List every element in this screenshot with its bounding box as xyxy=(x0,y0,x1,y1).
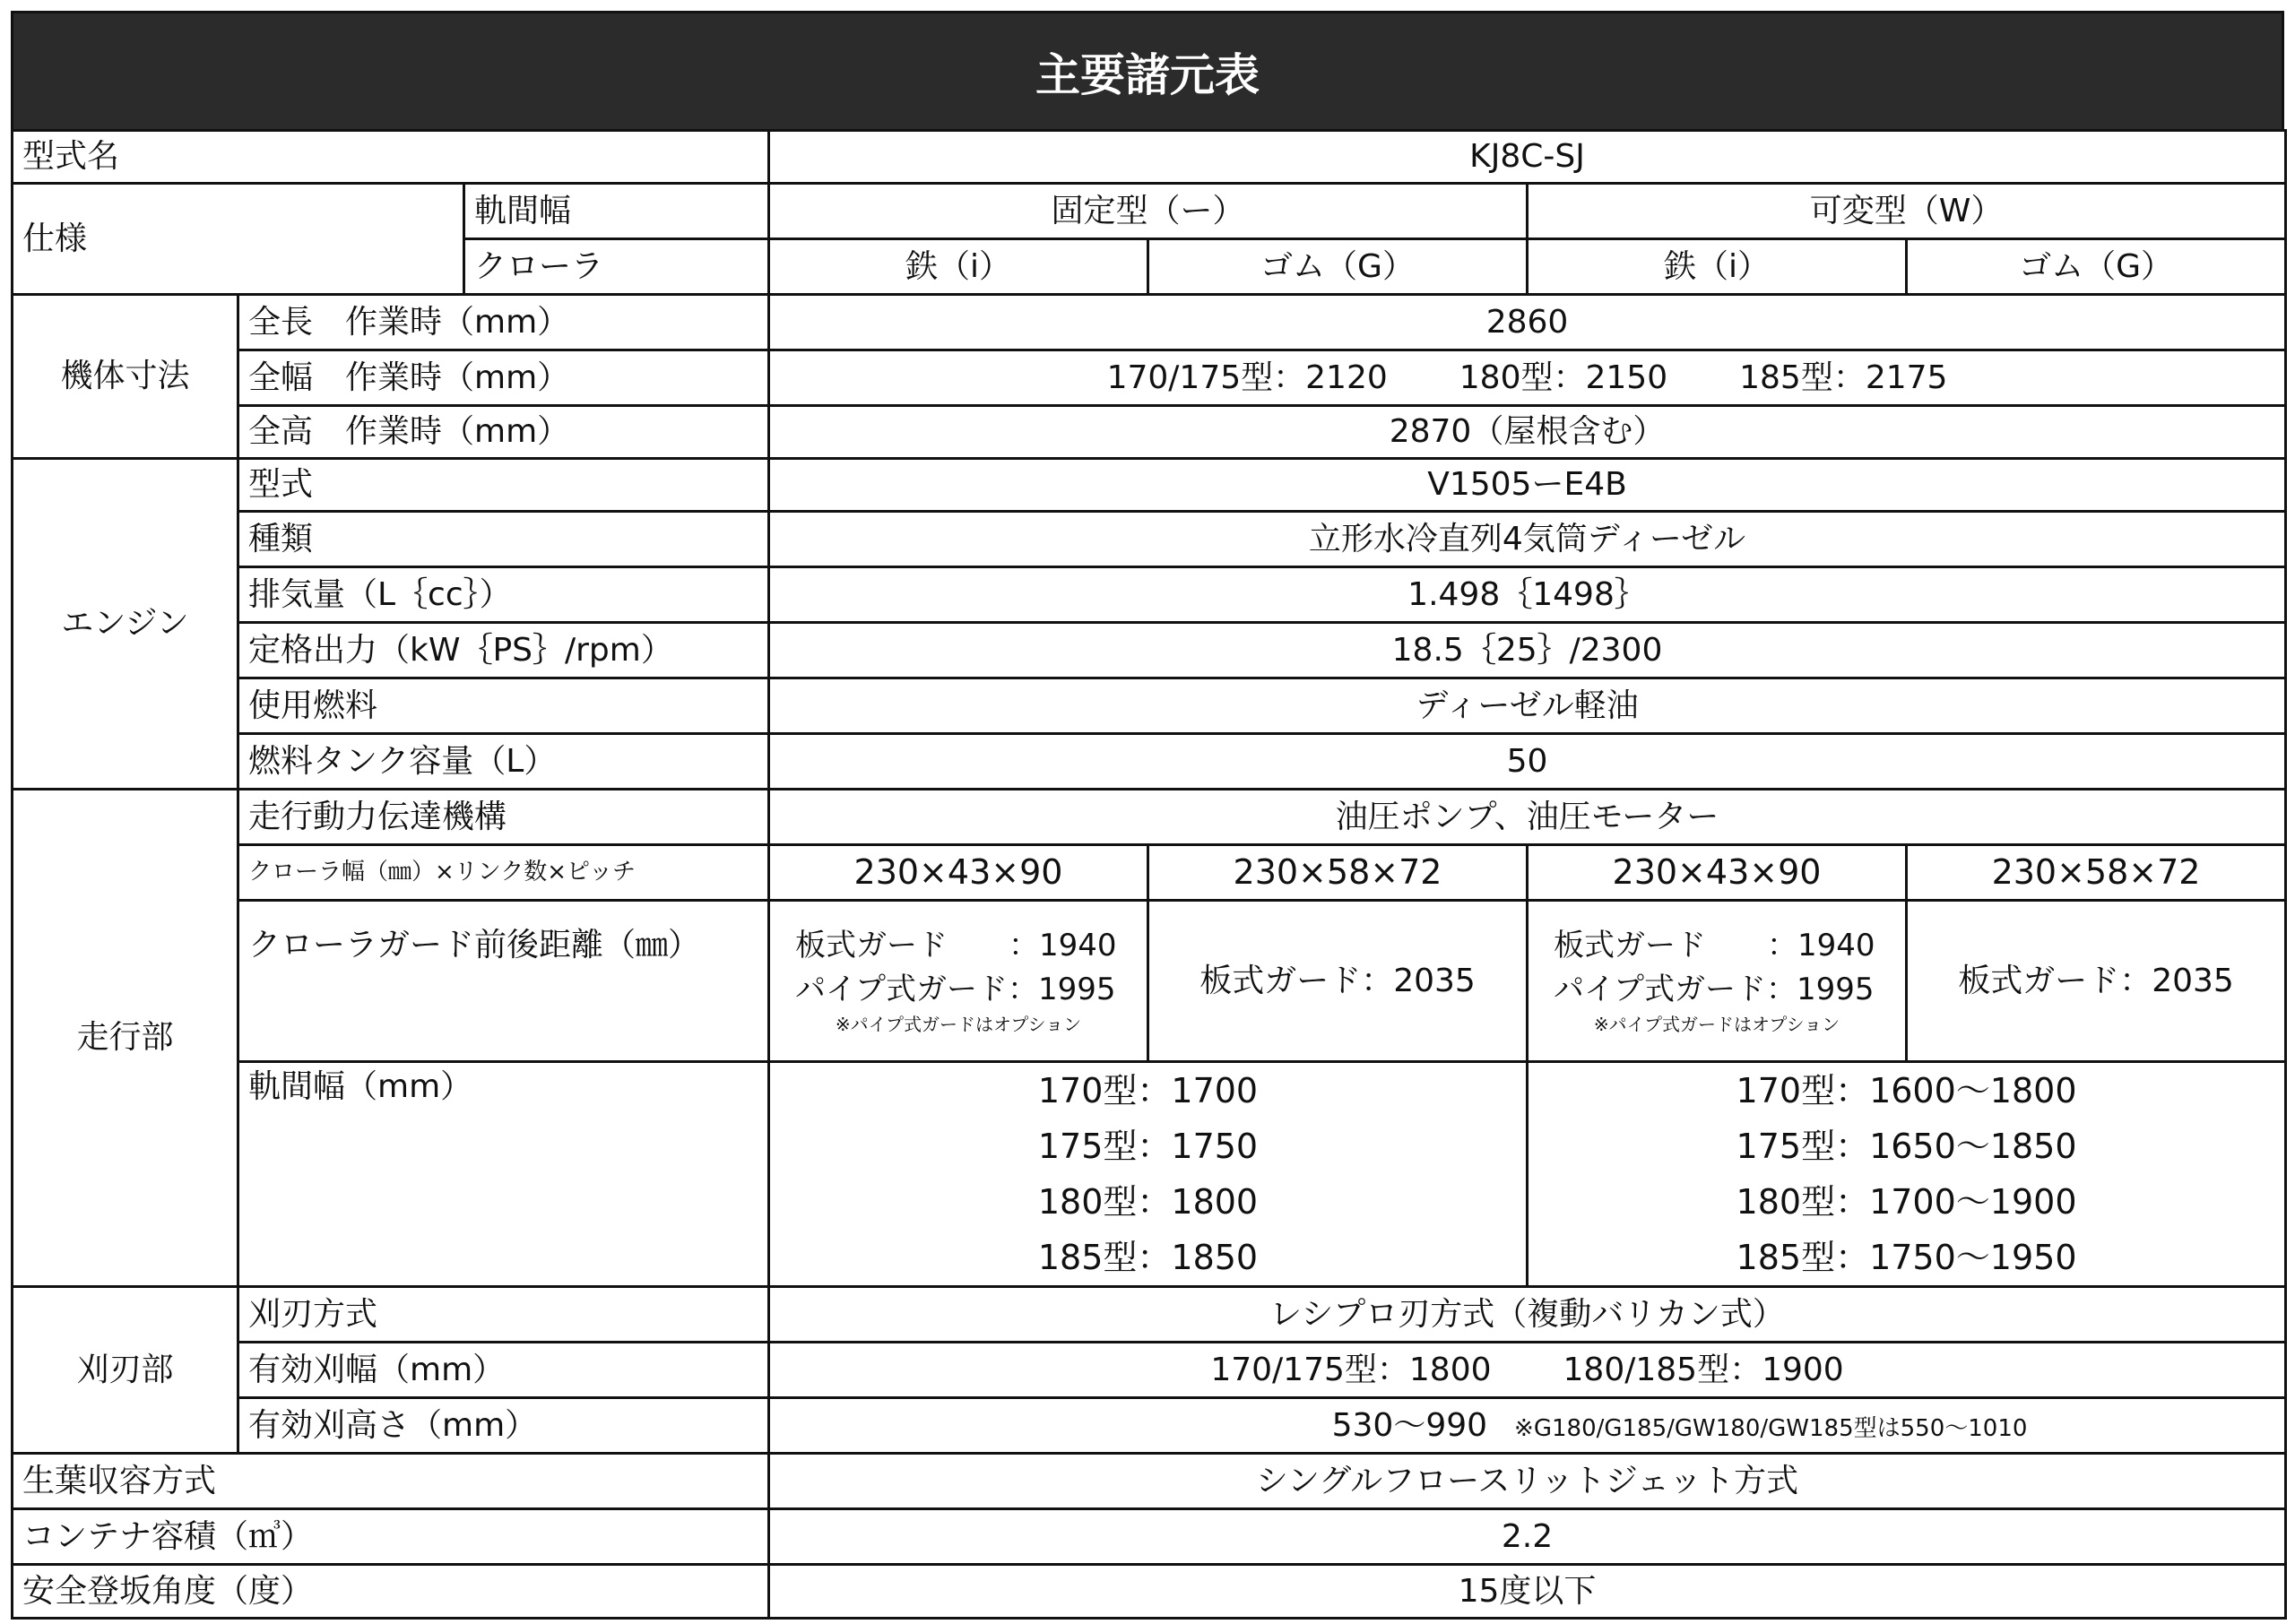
height-value: 2870（屋根含む） xyxy=(769,406,2286,459)
guard-pipe-line: パイプ式ガード：1995 xyxy=(1554,972,1875,1007)
displacement-label: 排気量（L｛cc｝） xyxy=(238,567,769,623)
length-label: 全長 作業時（mm） xyxy=(238,295,769,350)
guard-option-note: ※パイプ式ガードはオプション xyxy=(835,1014,1082,1036)
guard-fixed-rubber: 板式ガード：2035 xyxy=(1148,901,1528,1062)
spec-label: 仕様 xyxy=(13,184,464,295)
guard-option-note: ※パイプ式ガードはオプション xyxy=(1593,1014,1840,1036)
spec-table xyxy=(11,129,2287,1620)
crawler-size-variable-iron: 230×43×90 xyxy=(1528,845,1907,901)
fixed-iron-header: 鉄（i） xyxy=(769,239,1148,295)
crawler-size-fixed-iron: 230×43×90 xyxy=(769,845,1148,901)
cutter-method-label: 刈刃方式 xyxy=(238,1287,769,1343)
variable-iron-header: 鉄（i） xyxy=(1528,239,1907,295)
engine-model-value: V1505ーE4B xyxy=(769,459,2286,512)
width-value xyxy=(769,350,2286,406)
variable-type-header: 可変型（W） xyxy=(1528,184,2286,239)
height-label: 全高 作業時（mm） xyxy=(238,406,769,459)
engine-type-label: 種類 xyxy=(238,512,769,567)
track-gauge-variable xyxy=(1528,1062,2286,1287)
fuel-label: 使用燃料 xyxy=(238,678,769,734)
rated-output-label: 定格出力（kW｛PS｝/rpm） xyxy=(238,623,769,678)
displacement-value: 1.498｛1498｝ xyxy=(769,567,2286,623)
crawler-size-fixed-rubber: 230×58×72 xyxy=(1148,845,1528,901)
width-label: 全幅 作業時（mm） xyxy=(238,350,769,406)
track-gauge-fixed-170: 170型：1700 xyxy=(1037,1071,1259,1110)
cutting-height-label: 有効刈高さ（mm） xyxy=(238,1398,769,1454)
transmission-label: 走行動力伝達機構 xyxy=(238,790,769,845)
fuel-tank-value: 50 xyxy=(769,734,2286,790)
collection-label: 生葉収容方式 xyxy=(13,1454,769,1509)
rated-output-value: 18.5｛25｝/2300 xyxy=(769,623,2286,678)
travel-category: 走行部 xyxy=(13,790,238,1287)
track-gauge-variable-175: 175型：1650～1850 xyxy=(1736,1127,2077,1166)
cutting-height-note: ※G180/G185/GW180/GW185型は550～1010 xyxy=(1514,1414,2028,1442)
cutting-width-value xyxy=(769,1343,2286,1398)
fuel-value: ディーゼル軽油 xyxy=(769,678,2286,734)
model-value: KJ8C-SJ xyxy=(769,131,2286,184)
fixed-rubber-header: ゴム（G） xyxy=(1148,239,1528,295)
container-label: コンテナ容積（㎥） xyxy=(13,1509,769,1565)
width-part-170-175: 170/175型：2120 xyxy=(1106,358,1388,396)
guard-variable-rubber: 板式ガード：2035 xyxy=(1907,901,2286,1062)
container-value: 2.2 xyxy=(769,1509,2286,1565)
cutting-height-value xyxy=(769,1398,2286,1454)
fixed-type-header: 固定型（ー） xyxy=(769,184,1528,239)
track-gauge-fixed-175: 175型：1750 xyxy=(1037,1127,1259,1166)
gauge-label: 軌間幅 xyxy=(464,184,769,239)
track-gauge-variable-170: 170型：1600～1800 xyxy=(1736,1071,2077,1110)
cutting-width-180-185: 180/185型：1900 xyxy=(1563,1351,1844,1388)
collection-value: シングルフロースリットジェット方式 xyxy=(769,1454,2286,1509)
guard-label: クローラガード前後距離（㎜） xyxy=(238,901,769,1062)
spec-sheet xyxy=(11,11,2284,1620)
guard-variable-iron xyxy=(1528,901,1907,1062)
track-gauge-fixed-185: 185型：1850 xyxy=(1037,1238,1259,1277)
cutter-method-value: レシプロ刃方式（複動バリカン式） xyxy=(769,1287,2286,1343)
crawler-size-variable-rubber: 230×58×72 xyxy=(1907,845,2286,901)
page-title: 主要諸元表 xyxy=(11,11,2284,129)
width-part-185: 185型：2175 xyxy=(1739,358,1948,396)
track-gauge-fixed xyxy=(769,1062,1528,1287)
width-part-180: 180型：2150 xyxy=(1459,358,1668,396)
transmission-value: 油圧ポンプ、油圧モーター xyxy=(769,790,2286,845)
cutting-width-170-175: 170/175型：1800 xyxy=(1210,1351,1492,1388)
track-gauge-fixed-180: 180型：1800 xyxy=(1037,1182,1259,1222)
cutting-width-label: 有効刈幅（mm） xyxy=(238,1343,769,1398)
guard-pipe-line: パイプ式ガード：1995 xyxy=(795,972,1116,1007)
crawler-size-label: クローラ幅（㎜）×リンク数×ピッチ xyxy=(238,845,769,901)
track-gauge-label: 軌間幅（mm） xyxy=(238,1062,769,1287)
cutter-category: 刈刃部 xyxy=(13,1287,238,1454)
crawler-label: クローラ xyxy=(464,239,769,295)
engine-category: エンジン xyxy=(13,459,238,790)
fuel-tank-label: 燃料タンク容量（L） xyxy=(238,734,769,790)
track-gauge-variable-180: 180型：1700～1900 xyxy=(1736,1182,2077,1222)
guard-plate-line: 板式ガード ：1940 xyxy=(1554,927,1875,963)
length-value: 2860 xyxy=(769,295,2286,350)
slope-label: 安全登坂角度（度） xyxy=(13,1565,769,1619)
engine-type-value: 立形水冷直列4気筒ディーゼル xyxy=(769,512,2286,567)
slope-value: 15度以下 xyxy=(769,1565,2286,1619)
variable-rubber-header: ゴム（G） xyxy=(1907,239,2286,295)
cutting-height-range: 530～990 xyxy=(1331,1406,1488,1444)
guard-fixed-iron xyxy=(769,901,1148,1062)
guard-plate-line: 板式ガード ：1940 xyxy=(795,927,1117,963)
dimensions-category: 機体寸法 xyxy=(13,295,238,459)
track-gauge-variable-185: 185型：1750～1950 xyxy=(1736,1238,2077,1277)
engine-model-label: 型式 xyxy=(238,459,769,512)
model-label: 型式名 xyxy=(13,131,769,184)
